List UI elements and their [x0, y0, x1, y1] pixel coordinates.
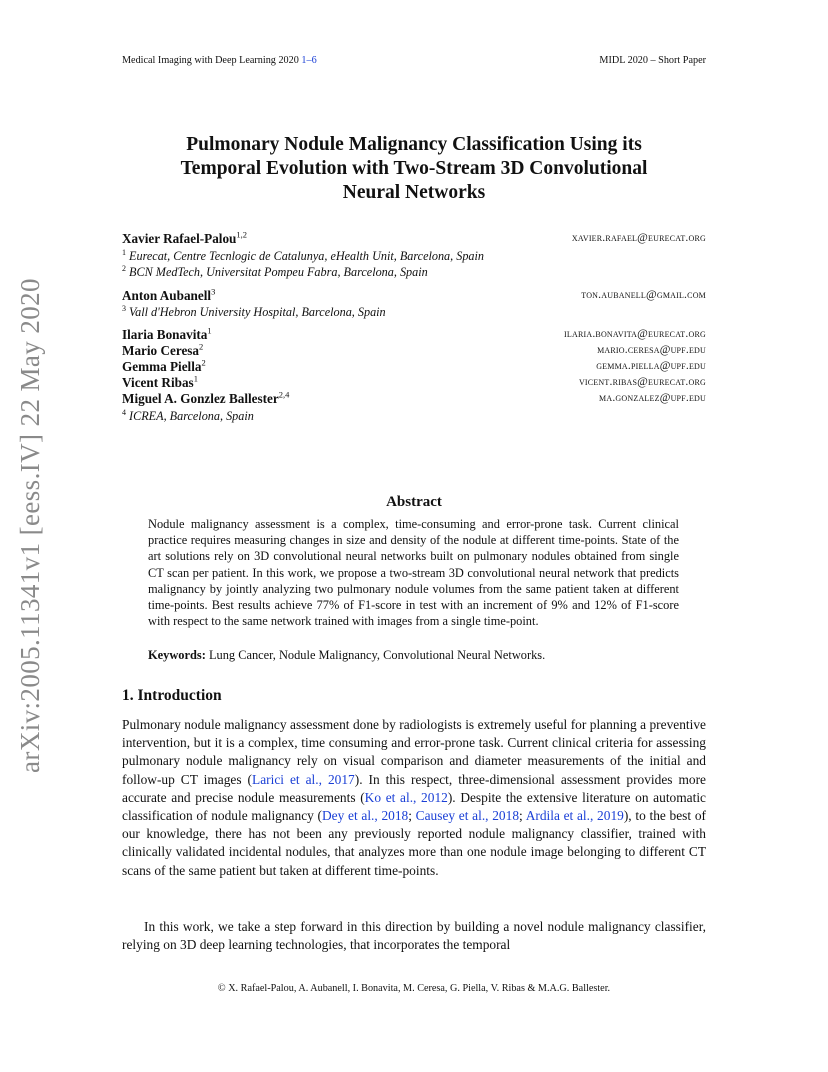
keywords-list: Lung Cancer, Nodule Malignancy, Convolutional Neural Networks.: [208, 648, 546, 662]
author-name: Vicent Ribas$^1$: [122, 374, 198, 391]
author-email: vicent.ribas@eurecat.org: [578, 375, 706, 388]
title-line: Pulmonary Nodule Malignancy Classification Using its: [186, 134, 642, 155]
author-email: xavier.rafael@eurecat.org: [571, 231, 706, 244]
author-name: Miguel A. Gonzlez Ballester$^{2,4}$: [122, 390, 290, 407]
affiliation: $^3$ Vall d'Hebron University Hospital, Barcelona, Spain: [122, 304, 386, 320]
title-line: Temporal Evolution with Two-Stream 3D Convolutional: [180, 158, 648, 179]
citation-link[interactable]: Ardila et al., 2019: [525, 808, 624, 824]
author-row: [122, 390, 706, 407]
author-email: ton.aubanell@gmail.com: [581, 288, 706, 301]
copyright-footer: © X. Rafael-Palou, A. Aubanell, I. Bonavita, M. Ceresa, G. Piella, V. Ribas & M.A.G. Ballester.: [217, 983, 611, 994]
affiliation: $^1$ Eurecat, Centre Tecnlogic de Catalunya, eHealth Unit, Barcelona, Spain: [122, 248, 484, 264]
journal-name: Medical Imaging with Deep Learning 2020: [122, 55, 299, 66]
affiliation: $^4$ ICREA, Barcelona, Spain: [122, 408, 254, 424]
arxiv-stamp: [0, 277, 60, 773]
citation-link[interactable]: Dey et al., 2018: [322, 808, 409, 824]
running-header-left: [122, 55, 317, 66]
abstract-body: Nodule malignancy assessment is a complex, time-consuming and error-prone task. Current clinical practice requires measuring changes in size and density of the nodule at different time-points. State of the art solutions rely on 3D convolutional neural networks built on pulmonary nodules obtained from single CT scan per patient. In this work, we propose a two-stream 3D convolutional neural network that predicts malignancy by jointly analyzing two pulmonary nodule volumes from the same patient taken at different time-points. Best results achieve 77% of F1-score in test with an increment of 9% and 12% of F1-score with respect to the same network trained with images from a single time-point.: [148, 517, 679, 629]
paper-title: [100, 133, 728, 205]
author-row: [122, 287, 706, 304]
citation-link[interactable]: Ko et al., 2012: [364, 789, 448, 805]
citation-link[interactable]: Larici et al., 2017: [252, 771, 355, 787]
author-row: [122, 358, 706, 375]
title-line: Neural Networks: [342, 182, 486, 203]
author-email: gemma.piella@upf.edu: [596, 359, 706, 372]
author-row: [122, 342, 706, 359]
abstract-heading: Abstract: [386, 494, 442, 510]
keywords: [148, 648, 679, 663]
arxiv-identifier: arXiv:2005.11341v1 [eess.IV] 22 May 2020: [14, 277, 45, 773]
author-name: Gemma Piella$^2$: [122, 358, 206, 375]
author-email: mario.ceresa@upf.edu: [597, 343, 706, 356]
intro-paragraph-1: Pulmonary nodule malignancy assessment done by radiologists is extremely useful for planning a preventive intervention, but it is a complex, time consuming and error-prone task. Current clinical criteria for assessing pulmonary nodule malignancy rely on visual comparison and diameter measurements of the initial and follow-up CT images (Larici et al., 2017). In this respect, three-dimensional assessment provides more accurate and precise nodule measurements (Ko et al., 2012). Despite the extensive literature on automatic classification of nodule malignancy (Dey et al., 2018; Causey et al., 2018; Ardila et al., 2019), to the best of our knowledge, there has not been any previously reported nodule malignancy classifier, trained with clinically validated incidental nodules, that analyzes more than one nodule image belonging to different CT scans of the same patient but taken at different time-points.: [122, 717, 706, 878]
keywords-label: Keywords:: [148, 648, 206, 662]
author-name: Anton Aubanell$^3$: [122, 287, 216, 304]
author-name: Xavier Rafael-Palou$^{1,2}$: [122, 230, 248, 247]
author-row: [122, 230, 706, 247]
author-row: [122, 326, 706, 343]
running-header-right: MIDL 2020 – Short Paper: [599, 55, 706, 66]
intro-paragraph-2: In this work, we take a step forward in this direction by building a novel nodule malignancy classifier, relying on 3D deep learning technologies, that incorporates the temporal: [122, 919, 706, 953]
affiliation: $^2$ BCN MedTech, Universitat Pompeu Fabra, Barcelona, Spain: [122, 264, 428, 280]
page-range-link[interactable]: 1–6: [301, 55, 317, 66]
citation-link[interactable]: Causey et al., 2018: [415, 808, 520, 824]
author-row: [122, 374, 706, 391]
author-email: ilaria.bonavita@eurecat.org: [564, 327, 706, 340]
author-email: ma.gonzalez@upf.edu: [599, 391, 706, 404]
author-name: Mario Ceresa$^2$: [122, 342, 204, 359]
author-name: Ilaria Bonavita$^1$: [122, 326, 212, 343]
section-heading-introduction: 1. Introduction: [122, 687, 222, 704]
